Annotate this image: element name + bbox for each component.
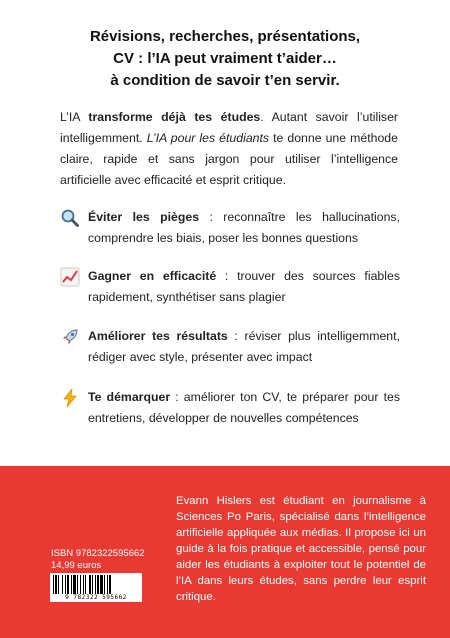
benefit-text: comprendre les biais, poser les bonnes questions [88, 231, 359, 245]
benefit-text: : réviser plus intelligemment, [227, 329, 400, 343]
benefit-first-line [88, 387, 400, 408]
benefit-item [60, 387, 400, 429]
benefit-first-line [88, 326, 400, 347]
benefit-item [60, 207, 400, 249]
book-title: L’IA pour les étudiants [146, 131, 270, 145]
benefit-text: : trouver des sources fiables [216, 269, 400, 283]
intro-text: . Autant savoir l’utiliser intelligemment. [60, 110, 399, 145]
benefit-text: rédiger avec style, présenter avec impact [88, 350, 313, 364]
benefit-item [60, 266, 400, 308]
lightning-icon [60, 388, 80, 408]
benefit-first-line [88, 207, 400, 228]
benefit-text: : reconnaître les hallucinations, [199, 210, 400, 224]
benefit-title: Améliorer tes résultats [88, 329, 228, 343]
benefit-title: Éviter les pièges [88, 210, 200, 224]
author-bio: Evann Hislers est étudiant en journalisme à Sciences Po Paris, spécialisé dans l’intelligence artificielle appliquée aux médias. Il propose ici un guide à la fois pratique et accessible, pensé pour aider les étudiants à exploiter tout le potentiel de l’IA dans leurs études, sans perdre leur esprit critique. [176, 495, 426, 603]
benefit-title: Gagner en efficacité [88, 269, 217, 283]
headline [0, 26, 450, 92]
intro-paragraph [60, 107, 398, 191]
benefit-item [60, 326, 400, 368]
rocket-icon [60, 327, 80, 347]
price: 14,99 euros [51, 560, 102, 571]
benefit-title: Te démarquer [88, 390, 171, 404]
intro-text: te donne une méthode claire, rapide et sans jargon pour utiliser l’intelligence artificielle avec efficacité et esprit critique. [60, 131, 398, 187]
headline-line-3: à condition de savoir t’en servir. [110, 72, 340, 89]
benefit-first-line [88, 266, 400, 287]
benefit-text: : améliorer ton CV, te préparer pour tes [170, 390, 400, 404]
magnifier-icon [60, 208, 80, 228]
headline-line-2: CV : l’IA peut vraiment t’aider… [113, 50, 337, 67]
intro-bold: transforme déjà tes études [88, 110, 261, 124]
chart-up-icon [60, 267, 80, 287]
barcode-digits: 9 782322 595662 [50, 594, 142, 602]
benefit-text: entretiens, développer de nouvelles compétences [88, 411, 359, 425]
headline-line-1: Révisions, recherches, présentations, [89, 28, 361, 45]
benefit-text: rapidement, synthétiser sans plagier [88, 290, 286, 304]
isbn-number: ISBN 9782322595662 [51, 548, 145, 559]
intro-text: L’IA [60, 110, 89, 124]
isbn-block [51, 548, 145, 572]
